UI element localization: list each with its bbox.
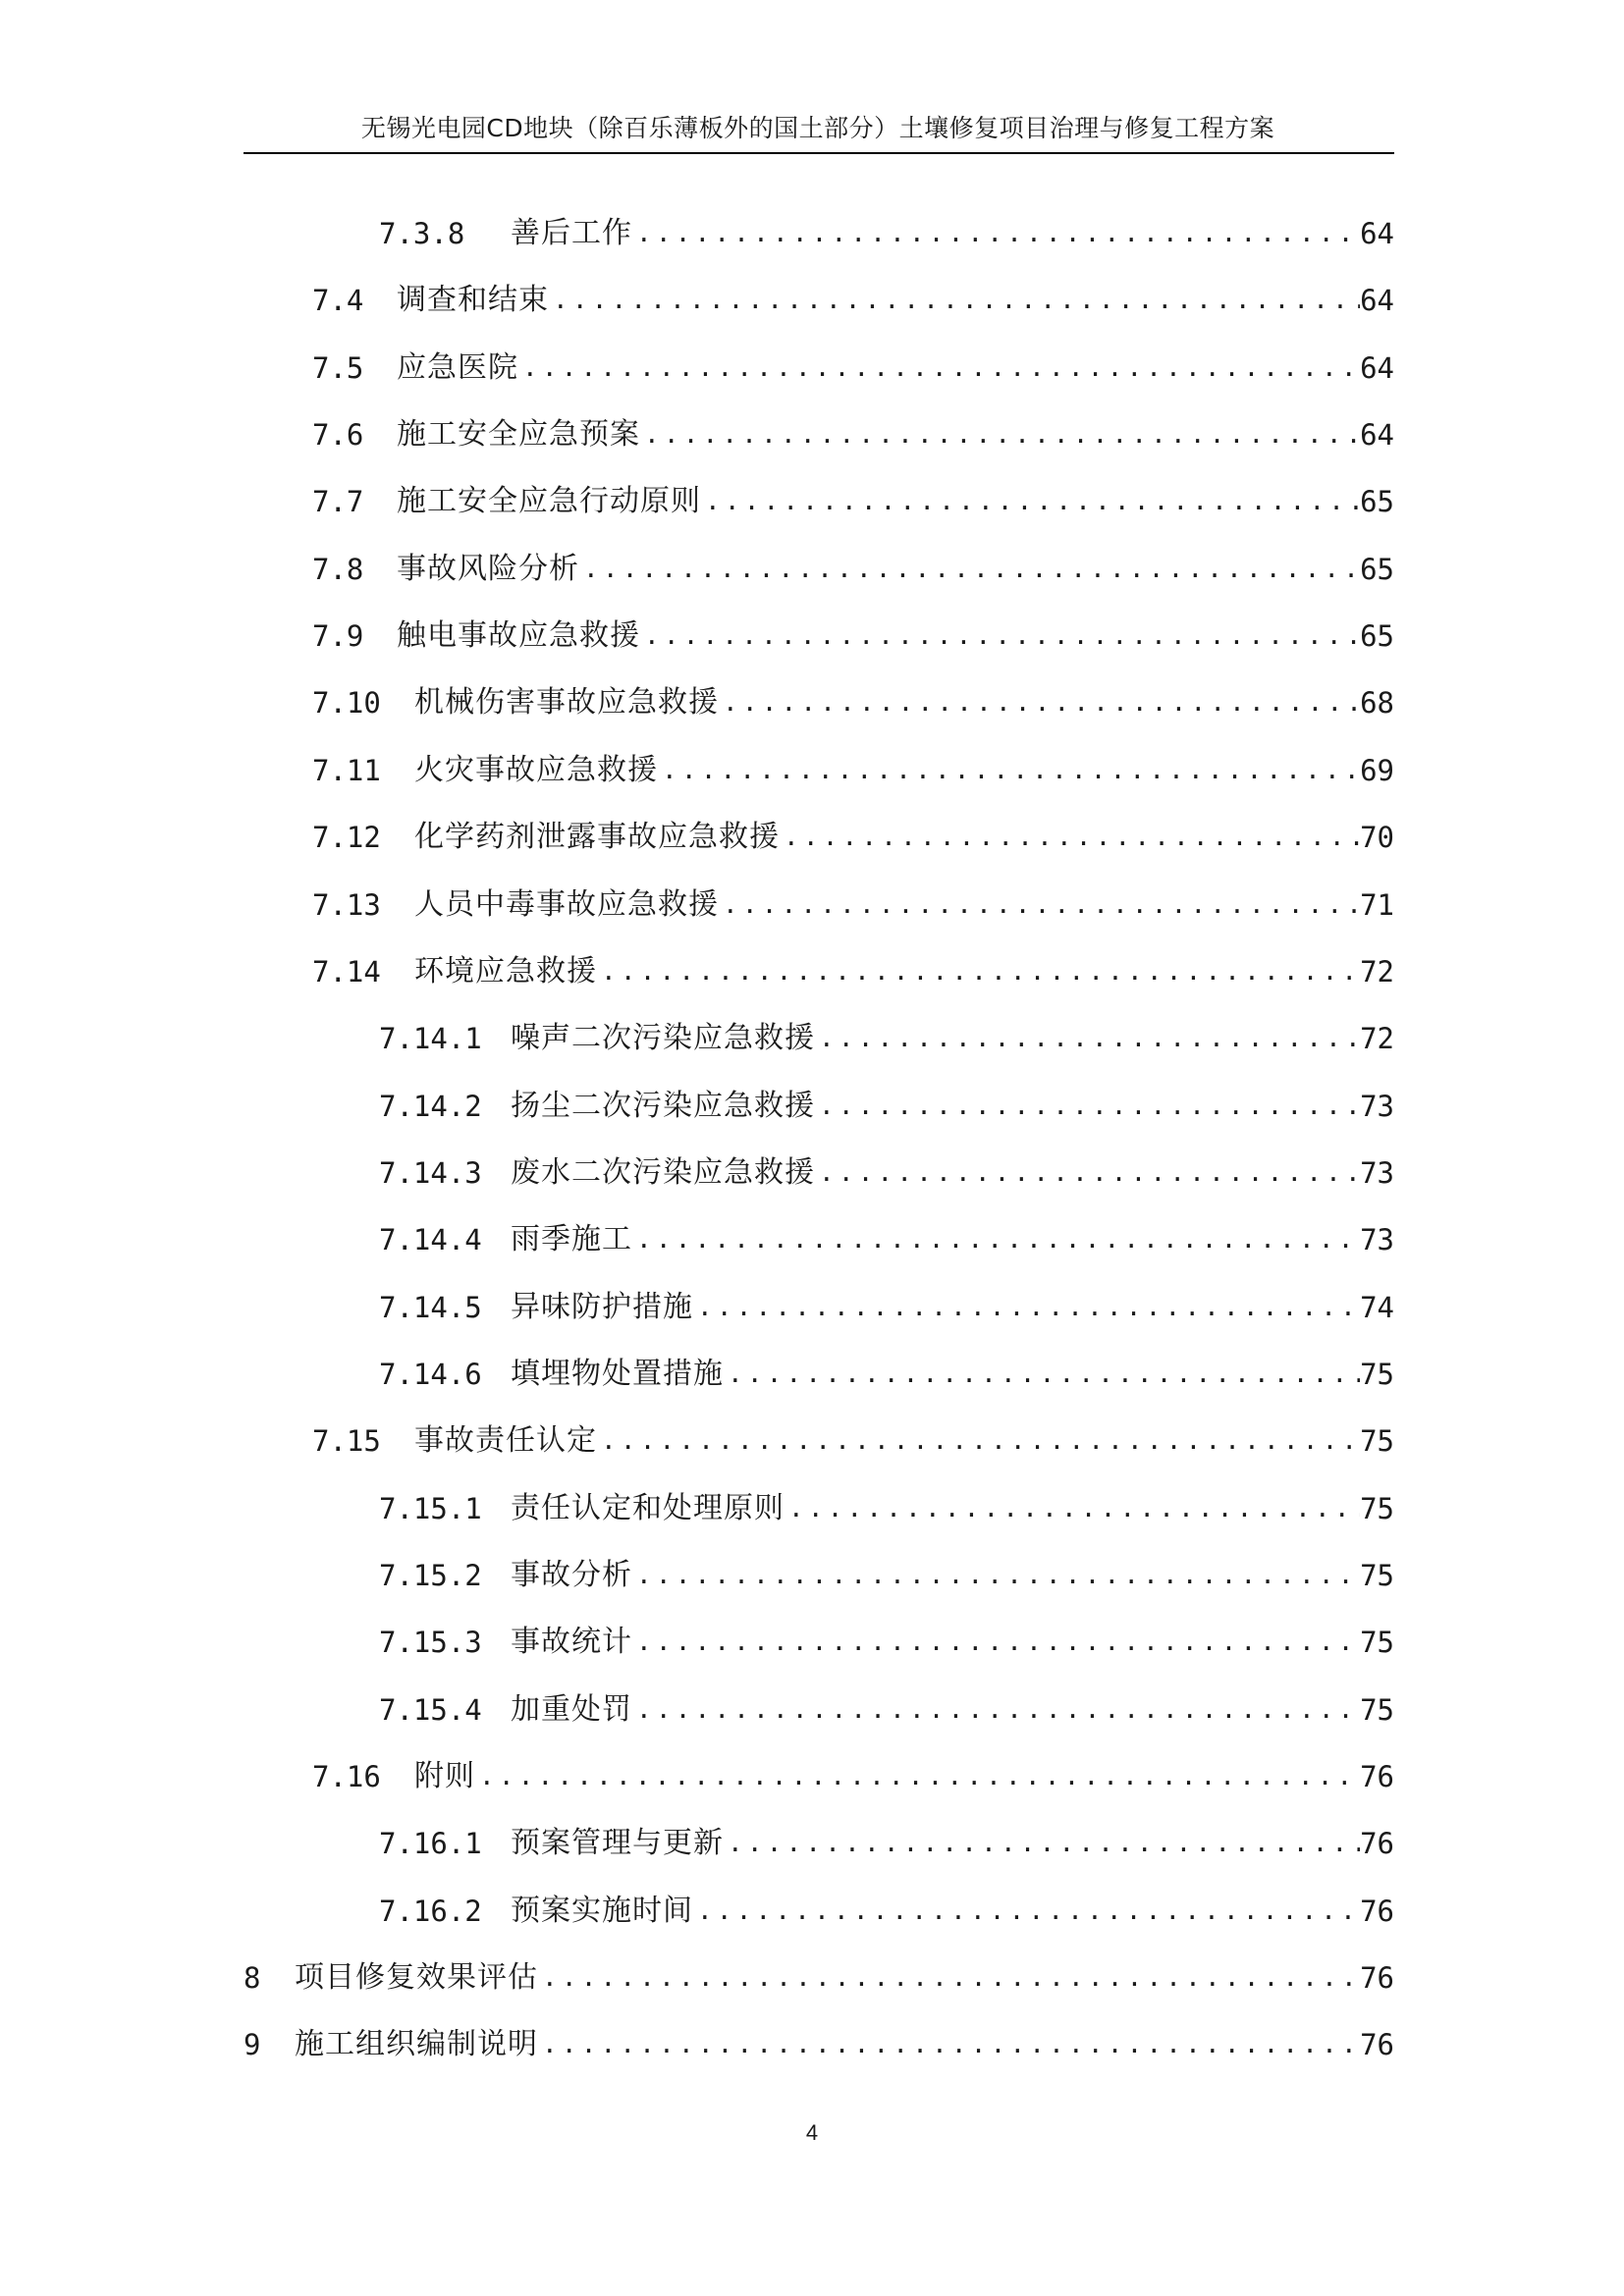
toc-entry-page: 74 <box>1360 1290 1394 1324</box>
toc-entry-number: 7.14 <box>312 954 381 988</box>
toc-entry[interactable] <box>312 476 1394 519</box>
toc-entry-number: 7.16 <box>312 1760 381 1794</box>
toc-entry[interactable] <box>312 1415 1394 1459</box>
toc-entry[interactable] <box>379 1349 1394 1392</box>
toc-entry-title: 触电事故应急救援 <box>397 618 640 654</box>
toc-entry-page: 72 <box>1360 1022 1394 1056</box>
toc-entry-title: 事故分析 <box>511 1558 632 1592</box>
toc-entry[interactable] <box>379 1282 1394 1325</box>
toc-entry-title: 施工组织编制说明 <box>295 2027 538 2062</box>
toc-entry-page: 65 <box>1360 619 1394 654</box>
toc-entry-title: 加重处罚 <box>511 1691 632 1727</box>
page-number: 4 <box>805 2120 819 2145</box>
toc-entry-page: 75 <box>1360 1424 1394 1459</box>
toc-entry-title: 填埋物处置措施 <box>511 1356 724 1391</box>
toc-entry-page: 72 <box>1360 954 1394 988</box>
toc-entry-number: 7.14.6 <box>379 1357 482 1391</box>
toc-entry-number: 7.11 <box>312 753 381 787</box>
toc-dot-leader <box>658 753 1360 788</box>
toc-entry-number: 7.10 <box>312 686 381 721</box>
toc-dot-leader <box>632 1558 1360 1593</box>
toc-entry-page: 64 <box>1360 350 1394 385</box>
toc-entry-page: 76 <box>1360 1894 1394 1928</box>
toc-entry-number: 7.8 <box>312 552 364 586</box>
toc-entry-number: 7.15 <box>312 1424 381 1459</box>
toc-dot-leader <box>632 1222 1360 1257</box>
toc-entry-page: 73 <box>1360 1089 1394 1123</box>
toc-entry-page: 65 <box>1360 485 1394 519</box>
toc-entry-number: 7.9 <box>312 619 364 654</box>
toc-dot-leader <box>640 417 1360 453</box>
toc-dot-leader <box>724 1826 1360 1861</box>
toc-entry[interactable] <box>312 677 1394 721</box>
toc-dot-leader <box>785 1491 1360 1526</box>
toc-entry-title: 调查和结束 <box>397 283 549 318</box>
toc-entry-title: 噪声二次污染应急救援 <box>511 1021 815 1056</box>
toc-dot-leader <box>632 216 1360 251</box>
toc-entry[interactable] <box>379 1684 1394 1728</box>
toc-entry[interactable] <box>312 745 1394 788</box>
toc-entry-number: 7.15.4 <box>379 1692 482 1727</box>
toc-entry-title: 火灾事故应急救援 <box>414 752 658 787</box>
toc-entry-title: 应急医院 <box>397 349 518 385</box>
toc-entry[interactable] <box>379 1148 1394 1191</box>
toc-entry[interactable] <box>244 2019 1394 2062</box>
toc-entry-title: 附则 <box>414 1759 475 1794</box>
toc-dot-leader <box>815 1021 1360 1056</box>
toc-entry-title: 善后工作 <box>511 216 632 250</box>
toc-entry-number: 7.4 <box>312 284 364 318</box>
toc-entry[interactable] <box>379 1483 1394 1526</box>
toc-entry-page: 64 <box>1360 418 1394 453</box>
toc-entry-number: 7.16.1 <box>379 1827 482 1861</box>
toc-entry-number: 7.12 <box>312 821 381 855</box>
toc-entry[interactable] <box>312 544 1394 587</box>
toc-entry[interactable] <box>312 343 1394 386</box>
toc-entry-page: 75 <box>1360 1559 1394 1592</box>
page-header <box>244 102 1392 153</box>
toc-entry-number: 7.7 <box>312 485 364 519</box>
toc-entry-title: 雨季施工 <box>511 1222 632 1257</box>
toc-entry-number: 7.16.2 <box>379 1894 482 1928</box>
toc-dot-leader <box>579 552 1360 587</box>
toc-entry[interactable] <box>379 1081 1394 1124</box>
toc-entry-title: 环境应急救援 <box>414 953 597 988</box>
toc-entry-page: 69 <box>1360 753 1394 787</box>
toc-entry-title: 项目修复效果评估 <box>295 1960 538 1996</box>
toc-entry-title: 事故责任认定 <box>414 1423 597 1459</box>
toc-entry-title: 人员中毒事故应急救援 <box>414 886 719 922</box>
toc-entry-number: 7.14.3 <box>379 1155 482 1190</box>
toc-entry-title: 责任认定和处理原则 <box>511 1490 785 1525</box>
toc-entry[interactable] <box>312 611 1394 654</box>
toc-entry-number: 7.6 <box>312 418 364 453</box>
toc-dot-leader <box>815 1155 1360 1191</box>
toc-dot-leader <box>632 1692 1360 1728</box>
toc-entry-page: 71 <box>1360 887 1394 922</box>
toc-entry[interactable] <box>379 1550 1394 1593</box>
toc-dot-leader <box>632 1625 1360 1660</box>
toc-entry-page: 75 <box>1360 1626 1394 1660</box>
toc-entry-page: 64 <box>1360 217 1394 250</box>
toc-entry-page: 76 <box>1360 2028 1394 2062</box>
toc-entry[interactable] <box>379 1818 1394 1861</box>
toc-entry-title: 施工安全应急预案 <box>397 417 640 453</box>
toc-entry-number: 7.14.1 <box>379 1022 482 1056</box>
toc-dot-leader <box>640 618 1360 654</box>
toc-entry[interactable] <box>312 1751 1394 1794</box>
toc-entry-title: 机械伤害事故应急救援 <box>414 685 719 721</box>
toc-entry-title: 废水二次污染应急救援 <box>511 1154 815 1190</box>
toc-entry-number: 9 <box>244 2028 261 2062</box>
toc-entry-page: 75 <box>1360 1357 1394 1391</box>
toc-dot-leader <box>597 954 1360 989</box>
toc-entry-number: 7.15.1 <box>379 1491 482 1525</box>
toc-dot-leader <box>724 1357 1360 1392</box>
toc-entry-number: 7.14.5 <box>379 1290 482 1324</box>
toc-dot-leader <box>719 887 1360 923</box>
toc-entry-page: 70 <box>1360 821 1394 855</box>
toc-entry-page: 73 <box>1360 1155 1394 1190</box>
toc-dot-leader <box>518 350 1360 386</box>
toc-entry[interactable] <box>379 1886 1394 1929</box>
toc-entry-title: 预案管理与更新 <box>511 1826 724 1861</box>
toc-dot-leader <box>597 1423 1360 1459</box>
toc-dot-leader <box>475 1759 1360 1794</box>
toc-entry[interactable] <box>312 409 1394 453</box>
toc-dot-leader <box>815 1089 1360 1124</box>
toc-dot-leader <box>719 685 1360 721</box>
toc-dot-leader <box>693 1290 1360 1325</box>
toc-entry-number: 7.14.2 <box>379 1089 482 1123</box>
toc-entry-page: 76 <box>1360 1961 1394 1996</box>
toc-entry-page: 73 <box>1360 1223 1394 1257</box>
toc-entry[interactable] <box>379 208 1394 251</box>
toc-entry-page: 65 <box>1360 552 1394 586</box>
toc-entry-title: 事故统计 <box>511 1625 632 1660</box>
toc-entry[interactable] <box>312 946 1394 989</box>
toc-entry-title: 异味防护措施 <box>511 1289 693 1324</box>
toc-entry-number: 7.15.2 <box>379 1559 482 1592</box>
toc-entry[interactable] <box>312 880 1394 923</box>
toc-entry[interactable] <box>379 1013 1394 1056</box>
toc-entry-title: 扬尘二次污染应急救援 <box>511 1088 815 1123</box>
toc-entry-title: 施工安全应急行动原则 <box>397 484 701 519</box>
toc-dot-leader <box>780 820 1360 855</box>
toc-dot-leader <box>538 1960 1360 1996</box>
toc-entry[interactable] <box>379 1617 1394 1660</box>
toc-entry-number: 7.5 <box>312 350 364 385</box>
toc-entry-title: 化学药剂泄露事故应急救援 <box>414 820 780 855</box>
toc-entry-page: 75 <box>1360 1491 1394 1525</box>
toc-entry-number: 7.14.4 <box>379 1223 482 1257</box>
toc-entry-page: 64 <box>1360 284 1394 318</box>
toc-entry[interactable] <box>244 1952 1394 1996</box>
toc-entry-number: 7.3.8 <box>379 217 465 250</box>
toc-entry-title: 预案实施时间 <box>511 1893 693 1928</box>
toc-dot-leader <box>693 1894 1360 1929</box>
toc-dot-leader <box>538 2027 1360 2062</box>
toc-entry-number: 7.13 <box>312 887 381 922</box>
toc-dot-leader <box>701 484 1360 519</box>
toc-entry-title: 事故风险分析 <box>397 551 579 586</box>
header-divider <box>244 152 1394 154</box>
toc-entry-number: 7.15.3 <box>379 1626 482 1660</box>
toc-dot-leader <box>549 283 1360 318</box>
toc-entry[interactable] <box>379 1214 1394 1257</box>
toc-entry-page: 76 <box>1360 1760 1394 1794</box>
toc-entry[interactable] <box>312 275 1394 318</box>
toc-entry[interactable] <box>312 812 1394 855</box>
toc-entry-page: 75 <box>1360 1692 1394 1727</box>
toc-entry-number: 8 <box>244 1961 261 1996</box>
toc-entry-page: 68 <box>1360 686 1394 721</box>
toc-entry-page: 76 <box>1360 1827 1394 1861</box>
document-title: 无锡光电园CD地块（除百乐薄板外的国土部分）土壤修复项目治理与修复工程方案 <box>360 114 1275 142</box>
